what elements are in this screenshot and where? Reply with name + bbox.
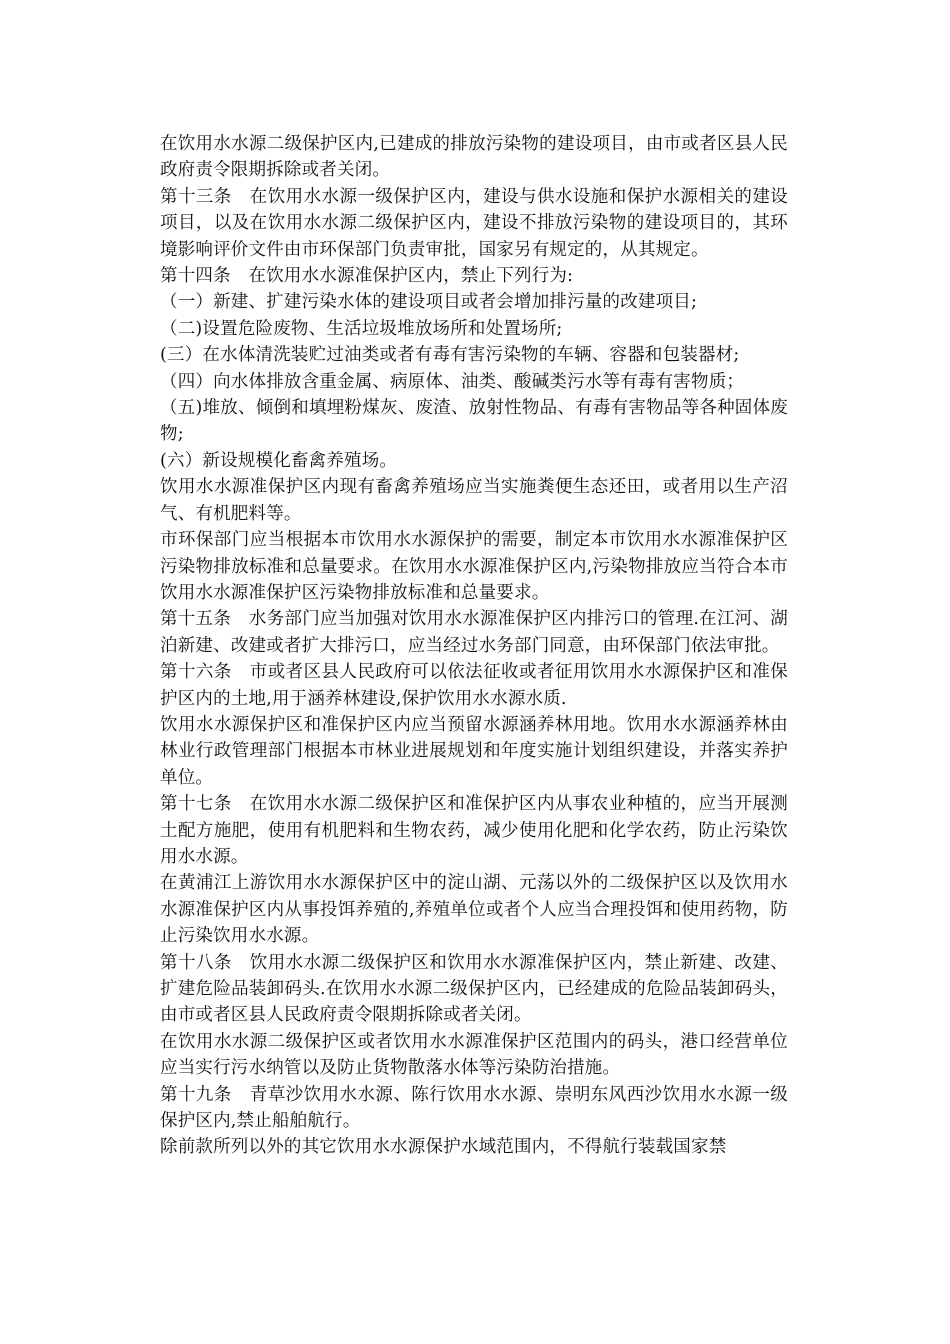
list-item: （四）向水体排放含重金属、病原体、油类、酸碱类污水等有毒有害物质； — [160, 371, 745, 392]
paragraph: 饮用水水源保护区和准保护区内应当预留水源涵养林用地。饮用水水源涵养林由林业行政管理部门根据本市林业进展规划和年度实施计划组织建设，并落实养护单位。 — [160, 714, 788, 788]
list-item: （五)堆放、倾倒和填埋粉煤灰、废渣、放射性物品、有毒有害物品等各种固体废物; — [160, 398, 788, 445]
list-item: （二)设置危险废物、生活垃圾堆放场所和处置场所; — [160, 318, 563, 339]
list-item: (三）在水体清洗装贮过油类或者有毒有害污染物的车辆、容器和包装器材; — [160, 345, 740, 366]
paragraph: 除前款所列以外的其它饮用水水源保护水域范围内，不得航行装载国家禁 — [160, 1137, 727, 1158]
article-16: 第十六条 市或者区县人民政府可以依法征收或者征用饮用水水源保护区和准保护区内的土地,用于涵养林建设,保护饮用水水源水质. — [160, 662, 788, 709]
paragraph: 在黄浦江上游饮用水水源保护区中的淀山湖、元荡以外的二级保护区以及饮用水水源准保护区内从事投饵养殖的,养殖单位或者个人应当合理投饵和使用药物，防止污染饮用水水源。 — [160, 873, 788, 947]
article-19: 第十九条 青草沙饮用水水源、陈行饮用水水源、崇明东风西沙饮用水水源一级保护区内,禁止船舶航行。 — [160, 1084, 788, 1132]
paragraph: 市环保部门应当根据本市饮用水水源保护的需要，制定本市饮用水水源准保护区污染物排放标准和总量要求。在饮用水水源准保护区内,污染物排放应当符合本市饮用水水源准保护区污染物排放标准和总量要求。 — [160, 530, 788, 603]
article-18: 第十八条 饮用水水源二级保护区和饮用水水源准保护区内，禁止新建、改建、扩建危险品装卸码头.在饮用水水源二级保护区内，已经建成的危险品装卸码头，由市或者区县人民政府责令限期拆除或者关闭。 — [160, 952, 788, 1026]
paragraph: 饮用水水源准保护区内现有畜禽养殖场应当实施粪便生态还田，或者用以生产沼气、有机肥料等。 — [160, 477, 788, 524]
article-15: 第十五条 水务部门应当加强对饮用水水源准保护区内排污口的管理.在江河、湖泊新建、改建或者扩大排污口，应当经过水务部门同意，由环保部门依法审批。 — [160, 609, 788, 656]
paragraph: 在饮用水水源二级保护区内,已建成的排放污染物的建设项目，由市或者区县人民政府责令限期拆除或者关闭。 — [160, 134, 788, 181]
list-item: (六）新设规模化畜禽养殖场。 — [160, 450, 398, 471]
article-17: 第十七条 在饮用水水源二级保护区和准保护区内从事农业种植的，应当开展测土配方施肥，使用有机肥料和生物农药，减少使用化肥和化学农药，防止污染饮用水水源。 — [160, 794, 788, 867]
article-13: 第十三条 在饮用水水源一级保护区内，建设与供水设施和保护水源相关的建设项目，以及在饮用水水源二级保护区内，建设不排放污染物的建设项目的，其环境影响评价文件由市环保部门负责审批，国家另有规定的，从其规定。 — [160, 186, 788, 260]
article-14: 第十四条 在饮用水水源准保护区内，禁止下列行为: — [160, 266, 574, 287]
list-item: （一）新建、扩建污染水体的建设项目或者会增加排污量的改建项目; — [160, 292, 698, 313]
paragraph: 在饮用水水源二级保护区或者饮用水水源准保护区范围内的码头，港口经营单位应当实行污水纳管以及防止货物散落水体等污染防治措施。 — [160, 1031, 788, 1079]
document-page — [160, 131, 788, 1161]
